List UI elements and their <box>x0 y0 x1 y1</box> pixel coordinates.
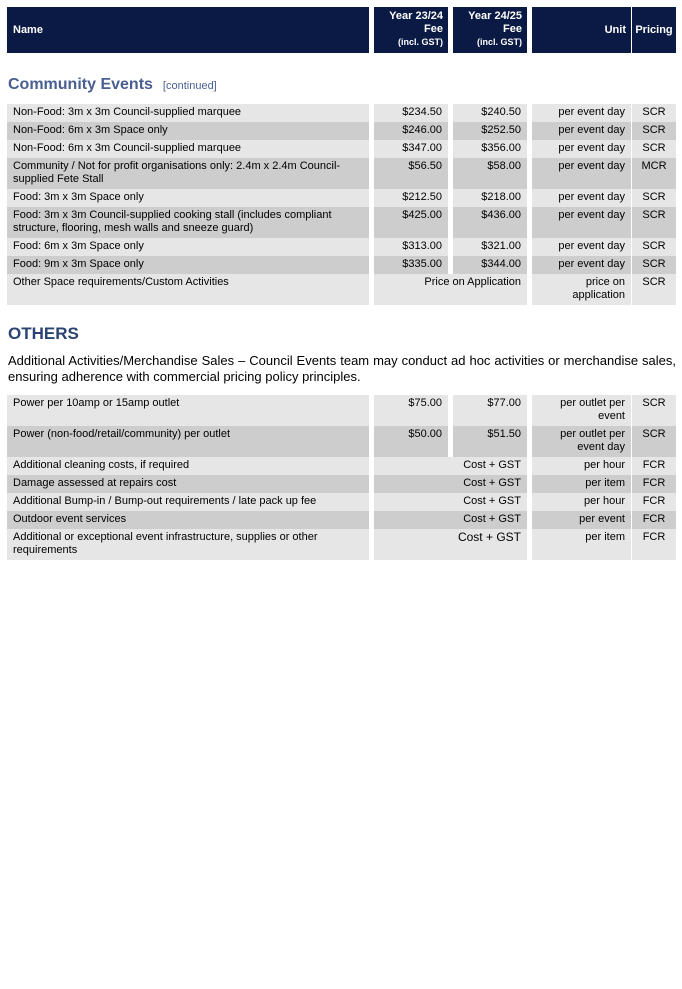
row-unit: per item <box>532 475 631 493</box>
row-fee-2324: $425.00 <box>374 207 448 238</box>
table-row <box>7 426 676 457</box>
row-fee-merged: Cost + GST <box>374 511 527 529</box>
row-name: Food: 3m x 3m Space only <box>7 189 369 207</box>
row-pricing: SCR <box>632 395 676 426</box>
row-fee-merged: Cost + GST <box>374 493 527 511</box>
row-unit: per event day <box>532 189 631 207</box>
section-title-community-events <box>8 76 217 94</box>
row-fee-2324: $75.00 <box>374 395 448 426</box>
table-row <box>7 158 676 189</box>
fee-2425-year: Year 24/25 <box>468 10 522 22</box>
row-pricing: FCR <box>632 457 676 475</box>
row-unit: per event day <box>532 104 631 122</box>
row-fee-2324: $347.00 <box>374 140 448 158</box>
row-fee-merged: Cost + GST <box>374 457 527 475</box>
row-name: Damage assessed at repairs cost <box>7 475 369 493</box>
column-header-fee-2324 <box>374 7 448 53</box>
row-pricing: FCR <box>632 511 676 529</box>
row-unit: per event <box>532 511 631 529</box>
row-fee-2425: $58.00 <box>453 158 527 189</box>
row-fee-2425: $356.00 <box>453 140 527 158</box>
row-pricing: FCR <box>632 475 676 493</box>
row-pricing: SCR <box>632 207 676 238</box>
row-name: Outdoor event services <box>7 511 369 529</box>
row-name: Non-Food: 3m x 3m Council-supplied marquee <box>7 104 369 122</box>
section-title-text: Community Events <box>8 76 153 93</box>
row-pricing: SCR <box>632 122 676 140</box>
others-table <box>7 395 676 560</box>
row-name: Power per 10amp or 15amp outlet <box>7 395 369 426</box>
column-header-fee-2425 <box>453 7 527 53</box>
table-row <box>7 511 676 529</box>
row-fee-merged: Price on Application <box>374 274 527 305</box>
row-unit: per hour <box>532 457 631 475</box>
community-events-table <box>7 104 676 305</box>
row-fee-2324: $234.50 <box>374 104 448 122</box>
column-header-pricing <box>632 7 676 53</box>
row-unit: per outlet per event day <box>532 426 631 457</box>
row-fee-2425: $51.50 <box>453 426 527 457</box>
row-unit: price on application <box>532 274 631 305</box>
row-unit: per event day <box>532 158 631 189</box>
row-name: Additional cleaning costs, if required <box>7 457 369 475</box>
fee-2425-fee: Fee <box>503 23 522 35</box>
row-name: Additional or exceptional event infrastructure, supplies or other requirements <box>7 529 369 560</box>
fee-2324-gst: (incl. GST) <box>398 37 443 47</box>
table-row <box>7 140 676 158</box>
table-row <box>7 104 676 122</box>
table-row <box>7 207 676 238</box>
row-fee-2425: $252.50 <box>453 122 527 140</box>
row-fee-merged: Cost + GST <box>374 475 527 493</box>
section-title-others: OTHERS <box>8 324 79 343</box>
row-name: Food: 6m x 3m Space only <box>7 238 369 256</box>
row-pricing: SCR <box>632 104 676 122</box>
row-unit: per item <box>532 529 631 560</box>
row-name: Food: 3m x 3m Council-supplied cooking stall (includes compliant structure, flooring, mesh walls and sneeze guard) <box>7 207 369 238</box>
row-fee-2324: $56.50 <box>374 158 448 189</box>
table-row <box>7 475 676 493</box>
column-header-unit-label: Unit <box>604 24 626 36</box>
fee-2425-gst: (incl. GST) <box>477 37 522 47</box>
row-unit: per event day <box>532 140 631 158</box>
row-fee-2425: $240.50 <box>453 104 527 122</box>
row-unit: per event day <box>532 207 631 238</box>
row-fee-2324: $212.50 <box>374 189 448 207</box>
column-header-pricing-label: Pricing <box>635 24 673 36</box>
table-row <box>7 457 676 475</box>
table-row <box>7 274 676 305</box>
row-unit: per hour <box>532 493 631 511</box>
row-pricing: MCR <box>632 158 676 189</box>
others-description: Additional Activities/Merchandise Sales – Council Events team may conduct ad hoc activities or merchandise sales, ensuring adherence with commercial pricing policy principles. <box>8 353 676 384</box>
row-unit: per event day <box>532 256 631 274</box>
row-fee-2324: $335.00 <box>374 256 448 274</box>
column-header-name <box>7 7 369 53</box>
row-fee-2425: $321.00 <box>453 238 527 256</box>
row-pricing: FCR <box>632 493 676 511</box>
row-pricing: SCR <box>632 238 676 256</box>
table-row <box>7 238 676 256</box>
column-header-unit <box>532 7 631 53</box>
row-fee-2324: $50.00 <box>374 426 448 457</box>
row-name: Additional Bump-in / Bump-out requirements / late pack up fee <box>7 493 369 511</box>
row-unit: per event day <box>532 238 631 256</box>
row-pricing: SCR <box>632 256 676 274</box>
table-row <box>7 529 676 560</box>
table-row <box>7 189 676 207</box>
row-fee-2425: $77.00 <box>453 395 527 426</box>
row-name: Community / Not for profit organisations only: 2.4m x 2.4m Council-supplied Fete Stall <box>7 158 369 189</box>
row-pricing: SCR <box>632 274 676 305</box>
row-name: Power (non-food/retail/community) per outlet <box>7 426 369 457</box>
row-pricing: SCR <box>632 426 676 457</box>
table-row <box>7 493 676 511</box>
row-fee-2425: $218.00 <box>453 189 527 207</box>
table-row <box>7 395 676 426</box>
row-name: Non-Food: 6m x 3m Space only <box>7 122 369 140</box>
table-row <box>7 256 676 274</box>
table-row <box>7 122 676 140</box>
row-fee-2324: $313.00 <box>374 238 448 256</box>
row-pricing: SCR <box>632 140 676 158</box>
row-name: Other Space requirements/Custom Activities <box>7 274 369 305</box>
row-name: Food: 9m x 3m Space only <box>7 256 369 274</box>
column-header-name-label: Name <box>13 24 43 36</box>
row-pricing: FCR <box>632 529 676 560</box>
continued-label: [continued] <box>162 80 217 92</box>
fee-2324-fee: Fee <box>424 23 443 35</box>
row-fee-2324: $246.00 <box>374 122 448 140</box>
row-fee-2425: $344.00 <box>453 256 527 274</box>
fee-2324-year: Year 23/24 <box>389 10 443 22</box>
row-fee-2425: $436.00 <box>453 207 527 238</box>
row-fee-merged: Cost + GST <box>374 529 527 560</box>
row-unit: per event day <box>532 122 631 140</box>
row-unit: per outlet per event <box>532 395 631 426</box>
row-pricing: SCR <box>632 189 676 207</box>
row-name: Non-Food: 6m x 3m Council-supplied marquee <box>7 140 369 158</box>
